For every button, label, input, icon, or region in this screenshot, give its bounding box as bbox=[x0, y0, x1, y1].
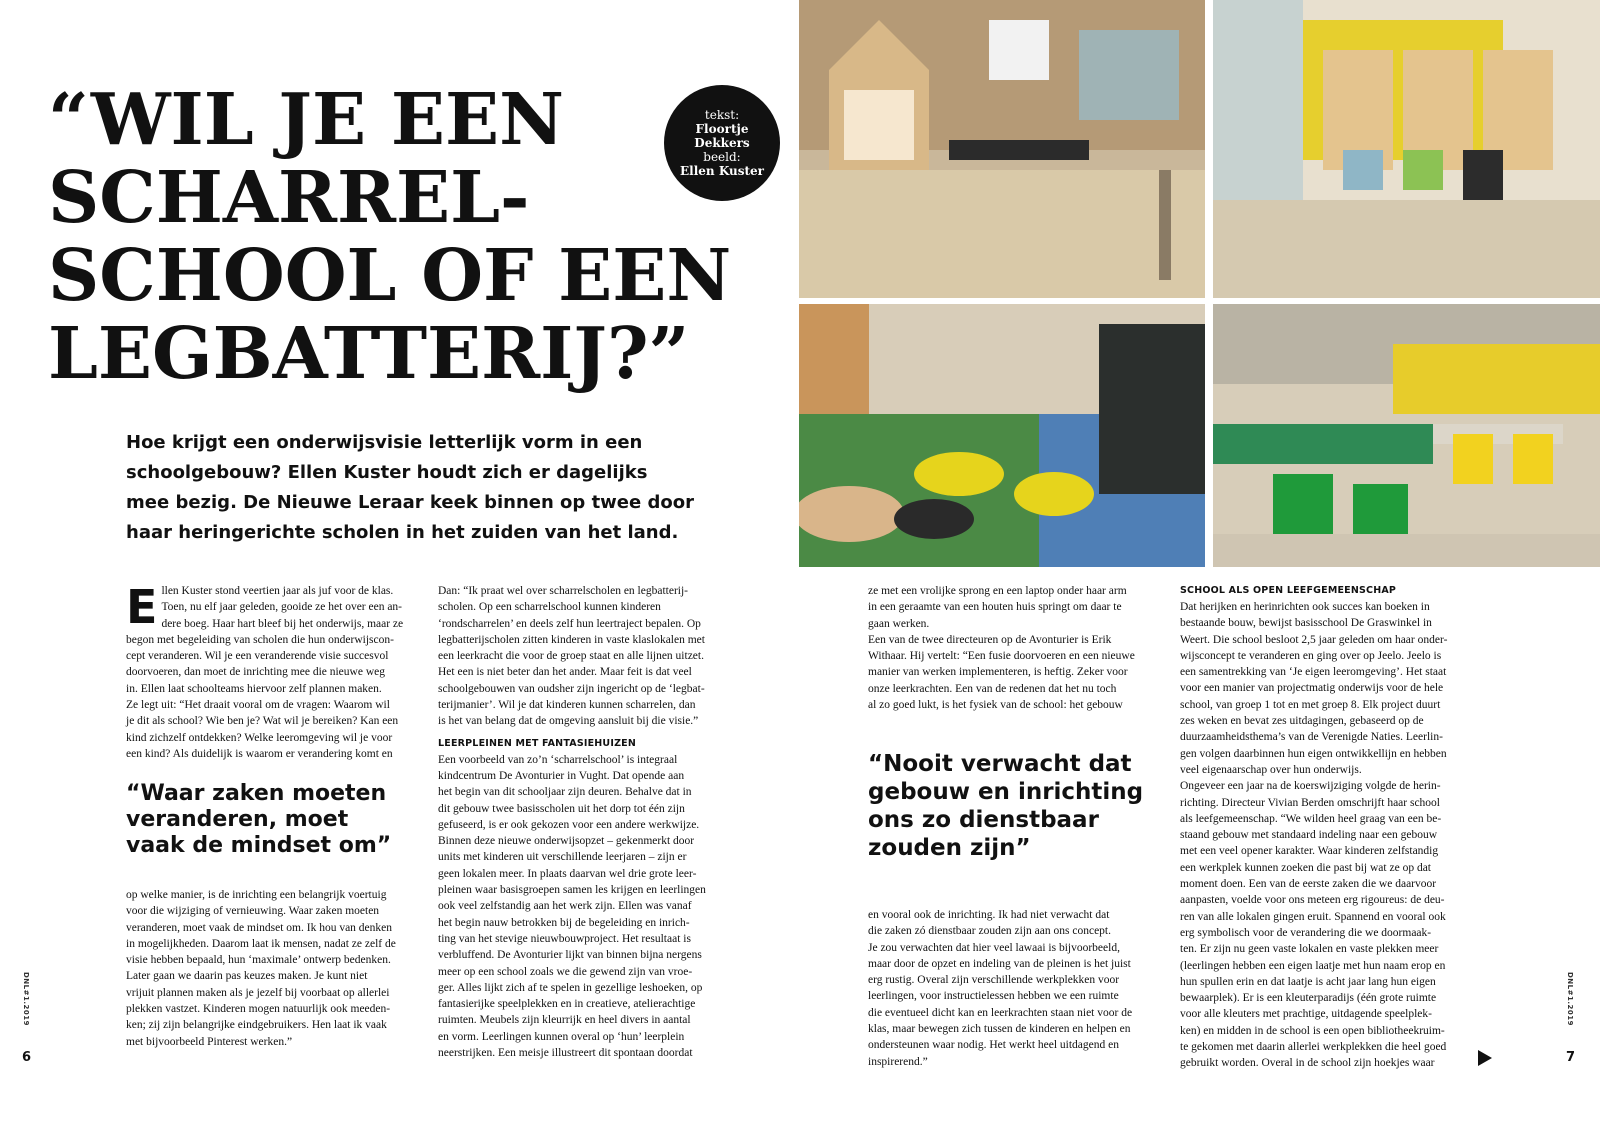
body-line: in een geraamte van een houten huis springt om daar te bbox=[868, 601, 1122, 614]
body-line: kindcentrum De Avonturier in Vught. Dat opende aan bbox=[438, 769, 685, 782]
body-line: een leerkracht die voor de groep staat en alle lijnen uitzet. bbox=[438, 650, 704, 663]
body-line: je dit als school? Wie ben je? Wat wil je bereiken? Kan een bbox=[126, 715, 399, 728]
body-line: met een veel opener karakter. Waar kinderen zelfstandig bbox=[1180, 845, 1439, 858]
headline-line: “WIL JE EEN bbox=[48, 77, 564, 161]
body-line: Het een is niet beter dan het ander. Maar feit is dat veel bbox=[438, 666, 692, 679]
pull-quote-line: ons zo dienstbaar bbox=[868, 807, 1099, 833]
body-line: leerlingen, voor instructielessen hebben we een ruimte bbox=[868, 990, 1119, 1003]
body-line: plekken vastzet. Kinderen mogen natuurlijk ook meeden- bbox=[126, 1003, 391, 1016]
page-number-left: 6 bbox=[22, 1050, 32, 1065]
body-line: bewaarplek). Er is een kleuterparadijs (één grote ruimte bbox=[1180, 992, 1437, 1005]
body-line: pleinen waar basisgroepen samen les krijgen en leerlingen bbox=[438, 884, 706, 897]
body-line: Je zou verwachten dat hier veel lawaai is bijvoorbeeld, bbox=[868, 941, 1120, 954]
column-4 bbox=[1180, 583, 1480, 1072]
body-line: een samentrekking van ‘Je eigen leeromgeving’. Het staat bbox=[1180, 666, 1447, 679]
body-line: verbluffend. De Avonturier lijkt van binnen bijna nergens bbox=[438, 949, 702, 962]
body-line: dere boeg. Haar hart bleef bij het onderwijs, maar ze bbox=[161, 617, 404, 630]
body-line: terijmanier’. Wil je dat kinderen kunnen scharrelen, dan bbox=[438, 699, 696, 712]
section-subhead: LEERPLEINEN MET FANTASIEHUIZEN bbox=[438, 737, 637, 749]
intro-paragraph bbox=[126, 428, 716, 548]
credits-badge bbox=[664, 85, 780, 201]
pull-quote-line: gebouw en inrichting bbox=[868, 779, 1144, 805]
column-1-bottom bbox=[126, 887, 411, 1050]
body-line: fantasierijke speelplekken en in creatieve, atelierachtige bbox=[438, 998, 696, 1011]
issue-label-right: DNL#1.2019 bbox=[1566, 972, 1574, 1027]
body-line: gaan werken. bbox=[868, 617, 930, 630]
body-line: Dat herijken en herinrichten ook succes kan boeken in bbox=[1180, 601, 1430, 613]
body-line: kind zichzelf ontdekken? Welke leeromgeving wil je voor bbox=[126, 731, 393, 744]
body-line: op welke manier, is de inrichting een belangrijk voertuig bbox=[126, 889, 387, 901]
body-line: schoolgebouwen van oudsher zijn ingericht op de ‘legbat- bbox=[438, 682, 705, 695]
pull-quote-2 bbox=[868, 750, 1143, 862]
body-line: Toen, nu elf jaar geleden, gooide ze het over een an- bbox=[161, 601, 403, 614]
body-line: al zo goed lukt, is het fysiek van de school: het gebouw bbox=[868, 699, 1123, 712]
body-line: gefuseerd, is er ook gekozen voor een andere werkwijze. bbox=[438, 818, 700, 831]
pull-quote-line: zouden zijn” bbox=[868, 835, 1031, 861]
drop-cap: E bbox=[126, 580, 158, 634]
body-line: ze met een vrolijke sprong en een laptop onder haar arm bbox=[868, 585, 1127, 597]
body-line: in. Ellen laat schoolteams hiervoor zelf plannen maken. bbox=[126, 682, 382, 695]
column-3-top bbox=[868, 583, 1153, 713]
body-line: ook veel zelfstandig aan het werk zijn. Ellen was vanaf bbox=[438, 900, 692, 913]
body-line: Een voorbeeld van zo’n ‘scharrelschool’ is integraal bbox=[438, 753, 678, 766]
classroom-yellow-wall-photo bbox=[1213, 0, 1600, 298]
body-line: en vooral ook de inrichting. Ik had niet verwacht dat bbox=[868, 909, 1110, 921]
intro-line: mee bezig. De Nieuwe Leraar keek binnen op twee door bbox=[126, 492, 694, 513]
body-line: richting. Directeur Vivian Berden omschrijft haar school bbox=[1180, 796, 1441, 809]
body-line: Ongeveer een jaar na de koerswijziging volgde de herin- bbox=[1180, 780, 1441, 793]
body-line: aanpasten, voelde voor ons meteen erg rigoureus: de deu- bbox=[1180, 894, 1445, 907]
body-line: ondersteunen waar nodig. Het werkt heel uitdagend en bbox=[868, 1039, 1119, 1052]
credit-image-name: Ellen Kuster bbox=[680, 164, 764, 178]
body-line: llen Kuster stond veertien jaar als juf voor de klas. bbox=[161, 585, 394, 597]
body-line: te gekomen met daarin allerlei werkplekken die heel goed bbox=[1180, 1041, 1447, 1054]
body-line: bestaande bouw, bewijst basisschool De Graswinkel in bbox=[1180, 617, 1432, 630]
body-line: ruimten. Meubels zijn kleurrijk en heel divers in aantal bbox=[438, 1014, 691, 1027]
credit-text-label: tekst: bbox=[704, 108, 740, 122]
body-line: moment doen. Een van de eerste zaken die we daarvoor bbox=[1180, 878, 1437, 891]
body-line: die eventueel dicht kan en leerkrachten staan niet voor de bbox=[868, 1006, 1133, 1019]
body-line: veranderen, moet vaak de mindset om. Ik hou van denken bbox=[126, 921, 393, 934]
body-line: ger. Alles lijkt zich af te spelen in gezellige leshoeken, op bbox=[438, 981, 703, 994]
body-line: inspirerend.” bbox=[868, 1055, 928, 1068]
intro-line: Hoe krijgt een onderwijsvisie letterlijk vorm in een bbox=[126, 432, 643, 453]
body-line: een kind? Als duidelijk is waarom er verandering komt en bbox=[126, 747, 393, 760]
body-line: legbatterijscholen zitten kinderen in vaste klaslokalen met bbox=[438, 633, 705, 646]
body-line: dit gebouw twee basisscholen uit het dorp tot één zijn bbox=[438, 802, 685, 815]
body-line: ken; zij zijn belangrijke eindgebruikers. Hen laat ik vaak bbox=[126, 1019, 387, 1032]
column-3-bottom bbox=[868, 907, 1153, 1070]
body-line: onze leerkrachten. Een van de redenen dat het nu toch bbox=[868, 682, 1117, 695]
headline bbox=[48, 77, 768, 395]
body-line: maar door de opzet en indeling van de pleinen is het juist bbox=[868, 957, 1131, 970]
page-number-right: 7 bbox=[1566, 1050, 1576, 1065]
body-line: ken) en midden in de school is een open bibliotheekruim- bbox=[1180, 1024, 1445, 1037]
body-line: Weert. Die school besloot 2,5 jaar geleden om haar onder- bbox=[1180, 633, 1448, 646]
body-line: (leerlingen hebben een eigen laatje met hun naam erop en bbox=[1180, 959, 1446, 972]
body-line: het begin nauw betrokken bij de begeleiding en inrich- bbox=[438, 916, 690, 929]
body-line: als leefgemeenschap. “We wilden heel graag van een be- bbox=[1180, 812, 1442, 825]
credit-text-name: Dekkers bbox=[694, 136, 750, 150]
body-line: en vorm. Leerlingen kunnen overal op ‘hun’ leerplein bbox=[438, 1030, 685, 1043]
body-line: erg symbolisch voor de verandering die we doormaak- bbox=[1180, 926, 1432, 939]
column-2 bbox=[438, 583, 728, 1061]
body-line: voor een manier van projectmatig onderwijs voor de hele bbox=[1180, 682, 1444, 695]
section-subhead: SCHOOL ALS OPEN LEEFGEMEENSCHAP bbox=[1180, 585, 1397, 596]
column-1-top bbox=[126, 580, 411, 762]
body-line: duurzaamheidsthema’s van de Verenigde Naties. Leerlin- bbox=[1180, 731, 1443, 744]
body-line: is het van belang dat de omgeving aansluit bij die visie.” bbox=[438, 715, 699, 728]
body-line: die zaken zó dienstbaar zouden zijn aan ons concept. bbox=[868, 925, 1111, 938]
pull-quote-line: “Waar zaken moeten bbox=[126, 781, 387, 806]
body-line: wijsconcept te veranderen en ging over op Jeelo. Jeelo is bbox=[1180, 649, 1442, 662]
body-line: visie hebben bepaald, hun ‘maximale’ ontwerp bedenken. bbox=[126, 954, 391, 967]
body-line: gen volgen daarbinnen hun eigen ontwikkellijn en hebben bbox=[1180, 747, 1447, 760]
body-line: ten. Er zijn nu geen vaste lokalen en vaste plekken meer bbox=[1180, 943, 1439, 956]
body-line: ren van alle lokalen gingen eruit. Spannend en vooral ook bbox=[1180, 910, 1446, 923]
body-line: geen lokalen meer. In plaats daarvan wel drie grote leer- bbox=[438, 867, 697, 880]
body-line: begon met begeleiding van scholen die hun onderwijscon- bbox=[126, 633, 394, 646]
body-line: neerstrijken. Een meisje illustreert dit spontaan doordat bbox=[438, 1047, 693, 1060]
body-line: Een van de twee directeuren op de Avonturier is Erik bbox=[868, 633, 1112, 646]
headline-line: SCHOOL OF EEN bbox=[48, 233, 732, 317]
body-line: units met kinderen uit verschillende leerjaren – zijn er bbox=[438, 851, 687, 864]
body-line: zes weken en bevat zes uitdagingen, gebaseerd op de bbox=[1180, 715, 1424, 728]
body-line: manier van werken implementeren, is heftig. Zeker voor bbox=[868, 666, 1128, 679]
headline-line: SCHARREL- bbox=[48, 155, 530, 239]
body-line: voor die wijziging of vernieuwing. Waar zaken moeten bbox=[126, 905, 380, 918]
body-line: ‘rondscharrelen’ en deels zelf hun leertraject bepalen. Op bbox=[438, 617, 701, 630]
body-line: staand gebouw met standaard indeling naar een gebouw bbox=[1180, 829, 1438, 842]
classroom-green-yellow-chairs-photo bbox=[1213, 304, 1600, 567]
body-line: het begin van dit schooljaar zijn deuren. Behalve dat in bbox=[438, 786, 692, 799]
body-line: Withaar. Hij vertelt: “Een fusie doorvoeren en een nieuwe bbox=[868, 650, 1135, 663]
body-line: scholen. Op een scharrelschool kunnen kinderen bbox=[438, 601, 661, 614]
classroom-house-nook-photo bbox=[799, 0, 1205, 298]
body-line: doorvoeren, dan moet de inrichting mee die nieuwe weg bbox=[126, 666, 385, 679]
body-line: met bijvoorbeeld Pinterest werken.” bbox=[126, 1035, 293, 1048]
body-line: Later gaan we daarin pas keuzes maken. Je kunt niet bbox=[126, 970, 368, 983]
body-line: Binnen deze nieuwe onderwijsopzet – gekenmerkt door bbox=[438, 835, 695, 848]
intro-line: haar heringerichte scholen in het zuiden van het land. bbox=[126, 522, 679, 543]
intro-line: schoolgebouw? Ellen Kuster houdt zich er dagelijks bbox=[126, 462, 648, 483]
issue-label-left: DNL#1.2019 bbox=[22, 972, 30, 1027]
body-line: cept veranderen. Wil je een veranderende visie succesvol bbox=[126, 650, 389, 663]
play-area-wooden-blocks-photo bbox=[799, 304, 1205, 567]
headline-line: LEGBATTERIJ?” bbox=[48, 311, 690, 395]
body-line: meer op een school zoals we die gewend zijn van vroe- bbox=[438, 965, 693, 978]
body-line: ting van het stevige nieuwbouwproject. Het resultaat is bbox=[438, 932, 691, 945]
credit-text-name: Floortje bbox=[695, 122, 749, 136]
pull-quote-line: veranderen, moet bbox=[126, 807, 349, 832]
body-line: veel eigenaarschap over hun onderwijs. bbox=[1180, 763, 1362, 776]
body-line: Dan: “Ik praat wel over scharrelscholen en legbatterij- bbox=[438, 585, 689, 597]
pull-quote-line: vaak de mindset om” bbox=[126, 833, 392, 858]
body-line: hun spullen erin en dat laatje is acht jaar lang hun eigen bbox=[1180, 975, 1436, 988]
body-line: gebruikt worden. Overal in de school zijn hoekjes waar bbox=[1180, 1057, 1435, 1070]
pull-quote-1 bbox=[126, 781, 391, 859]
body-line: in mogelijkheden. Daarom laat ik mensen, nadat ze zelf de bbox=[126, 937, 396, 950]
next-page-arrow-icon bbox=[1478, 1050, 1492, 1066]
credit-image-label: beeld: bbox=[703, 150, 741, 164]
body-line: Ze legt uit: “Het draait vooral om de vragen: Waarom wil bbox=[126, 699, 390, 712]
pull-quote-line: “Nooit verwacht dat bbox=[868, 751, 1132, 777]
body-line: vrijuit plannen maken als je jezelf bij voorbaat op allerlei bbox=[126, 986, 390, 999]
body-line: voor alle kleuters met prachtige, uitdagende speelplek- bbox=[1180, 1008, 1432, 1021]
body-line: school, van groep 1 tot en met groep 8. Elk project duurt bbox=[1180, 698, 1441, 711]
body-line: erg rustig. Overal zijn verschillende werkplekken voor bbox=[868, 974, 1120, 987]
body-line: klas, maar bewegen zich tussen de kinderen en helpen en bbox=[868, 1023, 1131, 1036]
body-line: een werkplek kunnen zoeken die past bij wat ze op dat bbox=[1180, 861, 1431, 874]
